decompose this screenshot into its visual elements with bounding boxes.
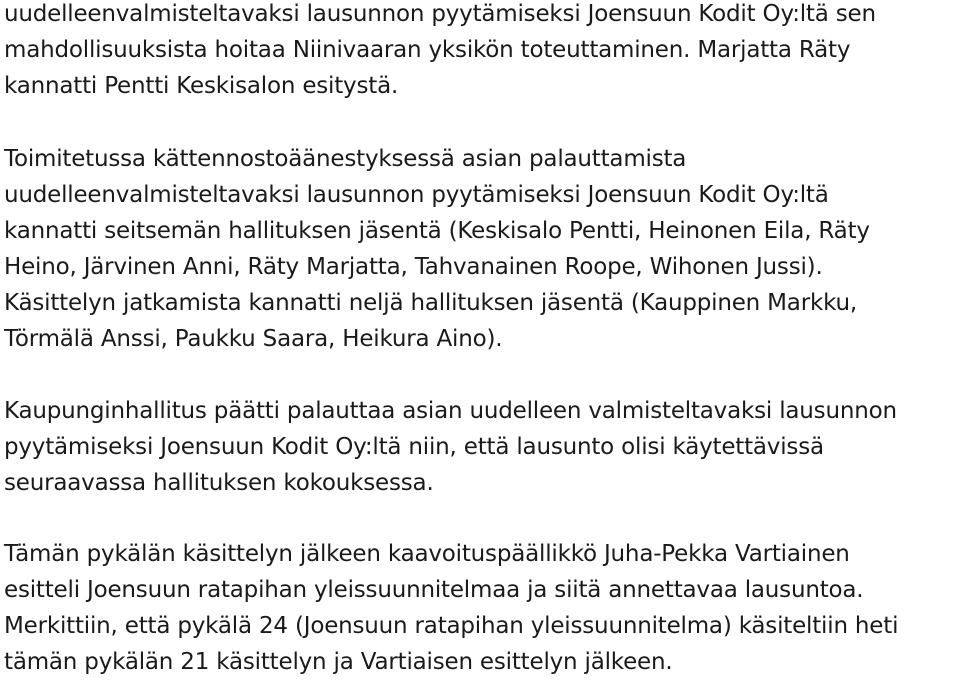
paragraph-line: tämän pykälän 21 käsittelyn ja Vartiaisen esittelyn jälkeen. <box>4 649 673 675</box>
paragraph-line: Merkittiin, että pykälä 24 (Joensuun ratapihan yleissuunnitelma) käsiteltiin heti <box>4 613 899 639</box>
paragraph-line: Toimitetussa kättennostoäänestyksessä asian palauttamista <box>4 146 687 172</box>
paragraph-line: kannatti Pentti Keskisalon esitystä. <box>4 73 399 99</box>
paragraph-line: Kaupunginhallitus päätti palauttaa asian uudelleen valmisteltavaksi lausunnon <box>4 398 897 424</box>
paragraph-line: mahdollisuuksista hoitaa Niinivaaran yksikön toteuttaminen. Marjatta Räty <box>4 37 851 63</box>
paragraph-line: Tämän pykälän käsittelyn jälkeen kaavoituspäällikkö Juha-Pekka Vartiainen <box>4 541 850 567</box>
paragraph-line: seuraavassa hallituksen kokouksessa. <box>4 470 434 496</box>
paragraph-line: Käsittelyn jatkamista kannatti neljä hallituksen jäsentä (Kauppinen Markku, <box>4 290 857 316</box>
paragraph-line: esitteli Joensuun ratapihan yleissuunnitelmaa ja siitä annettavaa lausuntoa. <box>4 577 864 603</box>
paragraph-line: Törmälä Anssi, Paukku Saara, Heikura Aino). <box>4 326 503 352</box>
paragraph-line: Heino, Järvinen Anni, Räty Marjatta, Tahvanainen Roope, Wihonen Jussi). <box>4 254 823 280</box>
paragraph-line: uudelleenvalmisteltavaksi lausunnon pyytämiseksi Joensuun Kodit Oy:ltä <box>4 182 829 208</box>
paragraph-line: pyytämiseksi Joensuun Kodit Oy:ltä niin, että lausunto olisi käytettävissä <box>4 434 824 460</box>
paragraph-line: uudelleenvalmisteltavaksi lausunnon pyytämiseksi Joensuun Kodit Oy:ltä sen <box>4 1 876 27</box>
paragraph-line: kannatti seitsemän hallituksen jäsentä (Keskisalo Pentti, Heinonen Eila, Räty <box>4 218 870 244</box>
